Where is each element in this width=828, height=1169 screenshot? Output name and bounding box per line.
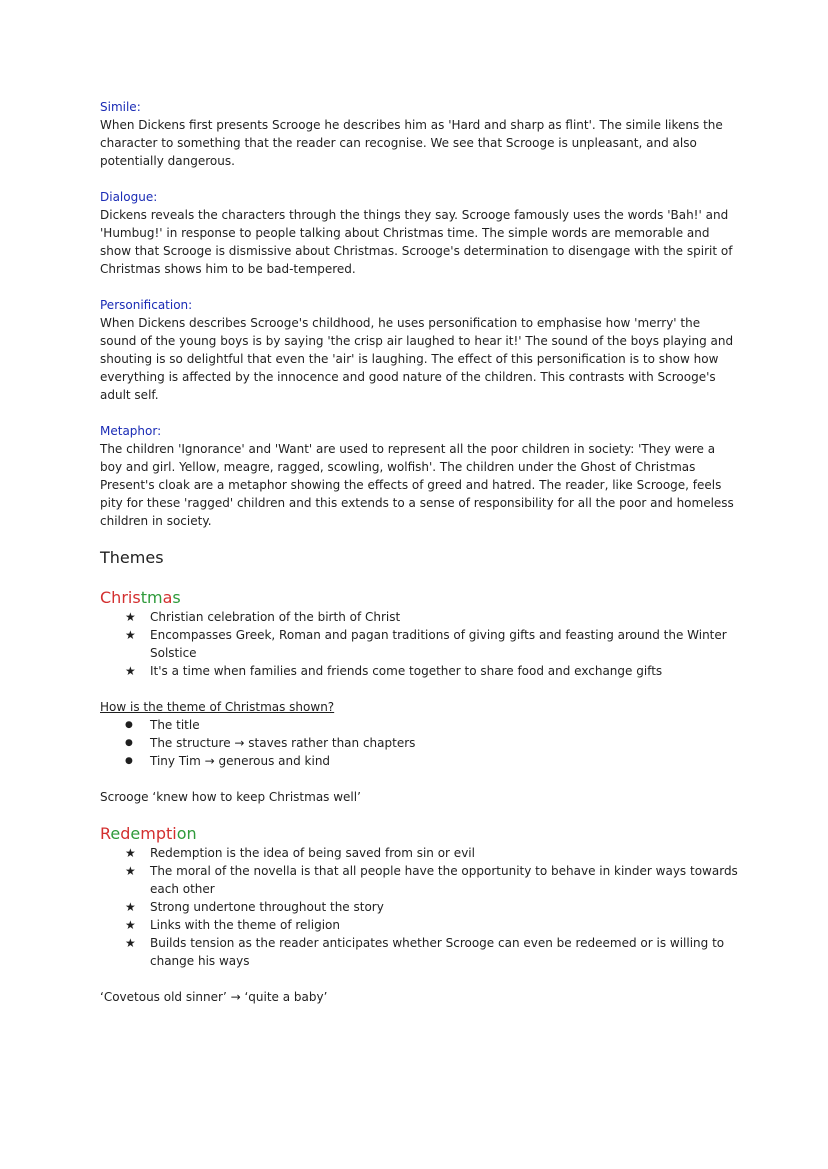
title-letter: o — [176, 824, 187, 843]
paragraph: When Dickens describes Scrooge's childhood, he uses personification to emphasise how 'merry' the sound of the young boys is by saying 'the crisp air laughed to hear it!' The sound of the boys playing and shouting is so delightful that even the 'air' is laughing. The effect of this personification is to show how everything is affected by the innocence and good nature of the children. This contrasts with Scrooge's adult self. — [100, 316, 734, 402]
title-letter: a — [162, 588, 173, 607]
technique-simile — [100, 98, 740, 170]
title-letter: s — [132, 588, 141, 607]
star-bullet-icon: ★ — [125, 846, 136, 860]
technique-metaphor — [100, 422, 740, 530]
section-heading: Personification: — [100, 298, 193, 312]
star-bullet-icon: ★ — [125, 936, 136, 950]
list-item: ★ It's a time when families and friends come together to share food and exchange gifts — [125, 664, 663, 678]
title-letter: t — [140, 588, 147, 607]
list-item: ★ Builds tension as the reader anticipates whether Scrooge can even be redeemed or is willing to change his ways — [125, 936, 725, 968]
paragraph: When Dickens first presents Scrooge he describes him as 'Hard and sharp as flint'. The simile likens the character to something that the reader can recognise. We see that Scrooge is unpleasant, and also potentially dangerous. — [100, 118, 723, 168]
title-letter: m — [140, 824, 156, 843]
technique-personification — [100, 296, 740, 404]
title-letter: e — [110, 824, 121, 843]
list-item: ★ Christian celebration of the birth of Christ — [125, 610, 401, 624]
themes-title: Themes — [100, 548, 164, 567]
list-item: ★ Redemption is the idea of being saved from sin or evil — [125, 846, 475, 860]
title-letter: n — [186, 824, 197, 843]
redemption-quote: ‘Covetous old sinner’ → ‘quite a baby’ — [100, 990, 328, 1004]
title-letter: s — [172, 588, 181, 607]
title-letter: C — [100, 588, 112, 607]
christmas-shown-points — [100, 716, 740, 770]
dot-bullet-icon: ● — [125, 756, 133, 766]
paragraph: Dickens reveals the characters through the things they say. Scrooge famously uses the words 'Bah!' and 'Humbug!' in response to people talking about Christmas time. The simple words are memorable and show that Scrooge is dismissive about Christmas. Scrooge's determination to disengage with the spirit of Christmas shows him to be bad-tempered. — [100, 208, 733, 276]
title-letter: i — [172, 824, 177, 843]
title-letter: p — [155, 824, 166, 843]
theme-title-redemption — [100, 824, 740, 844]
title-letter: m — [146, 588, 163, 607]
document-page — [100, 98, 740, 1006]
section-heading: Simile: — [100, 100, 141, 114]
theme-title-christmas — [100, 588, 740, 608]
dot-bullet-icon: ● — [125, 720, 133, 730]
christmas-quote: Scrooge ‘knew how to keep Christmas well’ — [100, 790, 361, 804]
star-bullet-icon: ★ — [125, 900, 136, 914]
list-item: ★ Strong undertone throughout the story — [125, 900, 384, 914]
list-item: ● Tiny Tim → generous and kind — [125, 754, 331, 768]
title-letter: R — [100, 824, 111, 843]
paragraph: The children 'Ignorance' and 'Want' are used to represent all the poor children in society: 'They were a boy and girl. Yellow, meagre, ragged, scowling, wolfish'. The children under the Ghost of Christmas Present's cloak are a metaphor showing the effects of greed and hatred. The reader, like Scrooge, feels pity for these 'ragged' children and this extends to a sense of responsibility for all the poor and homeless children in society. — [100, 442, 734, 528]
title-letter: r — [121, 588, 128, 607]
technique-dialogue — [100, 188, 740, 278]
star-bullet-icon: ★ — [125, 610, 136, 624]
christmas-question: How is the theme of Christmas shown? — [100, 700, 335, 714]
title-letter: i — [127, 588, 133, 607]
star-bullet-icon: ★ — [125, 864, 136, 878]
list-item: ★ The moral of the novella is that all people have the opportunity to behave in kinder ways towards each other — [125, 864, 738, 896]
star-bullet-icon: ★ — [125, 664, 136, 678]
star-bullet-icon: ★ — [125, 918, 136, 932]
list-item: ★ Encompasses Greek, Roman and pagan traditions of giving gifts and feasting around the Winter Solstice — [125, 628, 727, 660]
title-letter: h — [111, 588, 122, 607]
section-heading: Metaphor: — [100, 424, 162, 438]
title-letter: d — [120, 824, 131, 843]
star-bullet-icon: ★ — [125, 628, 136, 642]
title-letter: t — [166, 824, 173, 843]
list-item: ● The title — [125, 718, 200, 732]
christmas-points — [100, 608, 740, 680]
redemption-points — [100, 844, 740, 970]
list-item: ★ Links with the theme of religion — [125, 918, 341, 932]
title-letter: e — [130, 824, 141, 843]
dot-bullet-icon: ● — [125, 738, 133, 748]
section-heading: Dialogue: — [100, 190, 158, 204]
list-item: ● The structure → staves rather than chapters — [125, 736, 416, 750]
